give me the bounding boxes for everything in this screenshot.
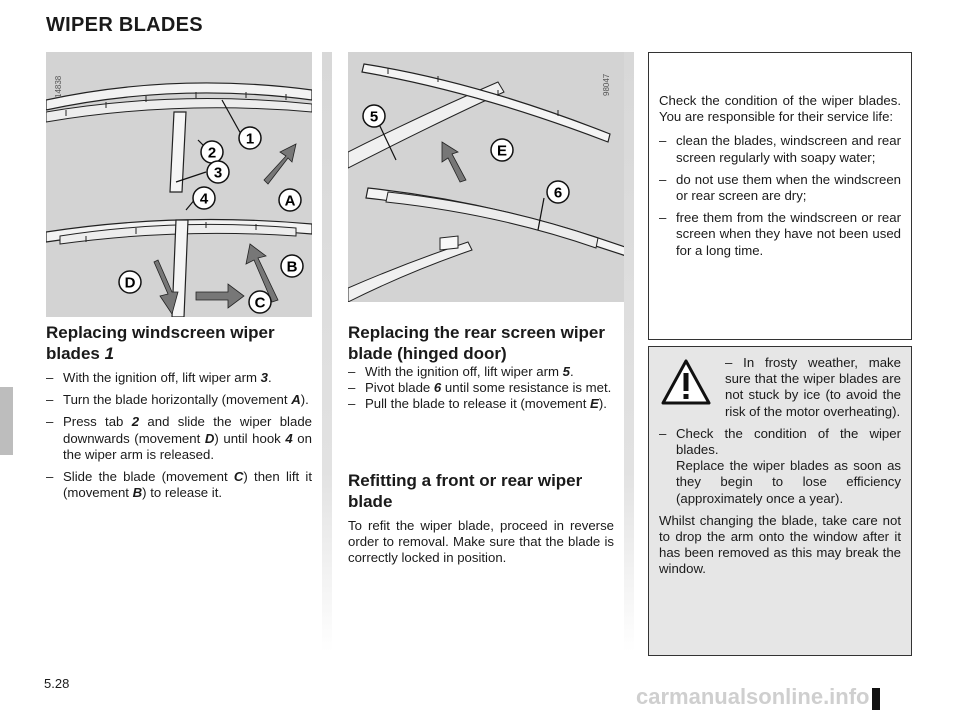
windscreen-wiper-figure (46, 52, 312, 317)
refit-heading: Refitting a front or rear wiper blade (348, 471, 583, 511)
warning-triangle-icon (661, 359, 711, 405)
list-item: – Turn the blade horizontally (movement A). (46, 392, 309, 408)
care-info-box (648, 52, 912, 340)
page-title: WIPER BLADES (46, 14, 203, 36)
list-item: – With the ignition off, lift wiper arm 5. (348, 364, 574, 379)
list-item: – free them from the windscreen or rear screen when they have not been used for a long time. (659, 210, 901, 258)
page-number: 5.28 (44, 676, 70, 691)
care-intro: Check the condition of the wiper blades. You are responsible for their service life: (659, 93, 901, 125)
windscreen-steps (46, 370, 312, 507)
callout-1: 1 (245, 130, 255, 148)
callout-5: 5 (369, 108, 379, 126)
callout-D: D (124, 274, 136, 292)
chapter-tab (0, 387, 13, 455)
rear-steps (348, 364, 614, 413)
callout-C: C (254, 294, 266, 312)
callout-A: A (284, 192, 296, 210)
callout-E: E (496, 142, 508, 160)
callout-4: 4 (199, 190, 209, 208)
list-item: – Press tab 2 and slide the wiper blade downwards (movement D) until hook 4 on the wiper arm is released. (46, 414, 312, 462)
rear-heading: Replacing the rear screen wiper blade (hinged door) (348, 323, 605, 363)
callout-B: B (286, 258, 298, 276)
watermark: carmanualsonline.info (636, 684, 870, 709)
refit-text: To refit the wiper blade, proceed in reverse order to removal. Make sure that the blade is correctly locked in position. (348, 518, 614, 566)
list-item: – clean the blades, windscreen and rear screen regularly with soapy water; (659, 133, 901, 165)
warning-closing: Whilst changing the blade, take care not to drop the arm onto the window after it has been removed as this may break the window. (659, 512, 901, 577)
column-divider (624, 52, 634, 652)
list-item: – do not use them when the windscreen or rear screen are dry; (659, 171, 901, 204)
figure-code: 98047 (602, 73, 611, 96)
column-divider (322, 52, 332, 652)
callout-2: 2 (207, 144, 217, 162)
callout-6: 6 (553, 184, 563, 202)
list-item: – Pivot blade 6 until some resistance is met. (348, 380, 612, 396)
callout-layer (348, 52, 624, 302)
warning-item-check: – Check the condition of the wiper blades. Replace the wiper blades as soon as they begin to lose efficiency (approximately once a year). (659, 425, 901, 506)
callout-3: 3 (213, 164, 223, 182)
rear-wiper-figure (348, 52, 624, 302)
windscreen-heading: Replacing windscreen wiper blades 1 (46, 323, 275, 363)
list-item: – With the ignition off, lift wiper arm 3. (46, 370, 272, 385)
warning-item-frost: – In frosty weather, make sure that the wiper blades are not stuck by ice (to avoid the risk of the motor overheating). (725, 355, 901, 419)
warning-box (648, 346, 912, 656)
corner-mark (872, 688, 880, 710)
list-item: – Pull the blade to release it (movement E). (348, 396, 607, 412)
figure-code: 14838 (54, 75, 63, 98)
list-item: – Slide the blade (movement C) then lift it (movement B) to release it. (46, 469, 312, 501)
callout-layer (46, 52, 312, 317)
care-info-text (659, 93, 901, 259)
